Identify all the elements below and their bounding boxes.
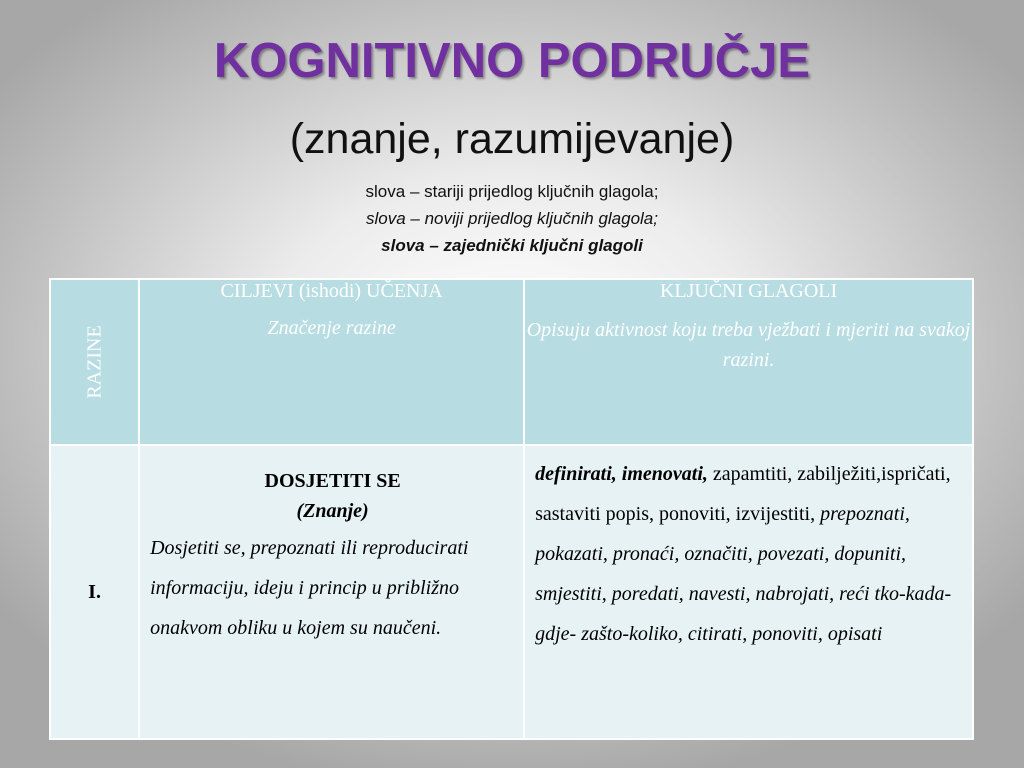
header-goals-label: CILJEVI (ishodi) UČENJA	[220, 280, 443, 302]
verbs-old: zapamtiti, zabilježiti,ispričati, sastaviti popis, ponoviti, izvijestiti,	[535, 463, 951, 525]
legend-line-old: slova – stariji prijedlog ključnih glagola;	[365, 182, 659, 201]
verbs-cell	[524, 445, 973, 739]
verbs-new: prepoznati, pokazati, pronaći, označiti, povezati, dopuniti, smjestiti, poredati, navesti, nabrojati, reći tko-kada- gdje- zašto-koliko, citirati, ponoviti, opisati	[535, 503, 952, 645]
header-verbs-sub: Opisuju aktivnost koju treba vježbati i mjeriti na svakoj razini.	[526, 319, 971, 371]
table-header-row	[50, 279, 973, 445]
goal-subtitle: (Znanje)	[296, 500, 369, 522]
level-cell	[50, 445, 139, 739]
header-cell-goals	[139, 279, 524, 445]
header-levels-label: RAZINE	[83, 325, 106, 399]
header-cell-levels	[50, 279, 139, 445]
slide-title: KOGNITIVNO PODRUČJE	[213, 34, 811, 88]
legend-line-common: slova – zajednički ključni glagoli	[381, 236, 643, 255]
goal-description: Dosjetiti se, prepoznati ili reproducirati informaciju, ideju i princip u približno onakvom obliku u kojem su naučeni.	[150, 537, 469, 639]
goal-cell	[139, 445, 524, 739]
legend-line-new: slova – noviji prijedlog ključnih glagola;	[365, 209, 658, 228]
taxonomy-table	[49, 278, 974, 740]
header-verbs-label: KLJUČNI GLAGOLI	[659, 280, 838, 302]
verbs-common: definirati, imenovati,	[535, 463, 708, 485]
header-goals-sub: Značenje razine	[267, 317, 396, 339]
table-row	[50, 445, 973, 739]
goal-title: DOSJETITI SE	[264, 470, 401, 492]
slide-subtitle: (znanje, razumijevanje)	[289, 115, 735, 163]
level-number: I.	[88, 580, 101, 603]
header-cell-verbs	[524, 279, 973, 445]
